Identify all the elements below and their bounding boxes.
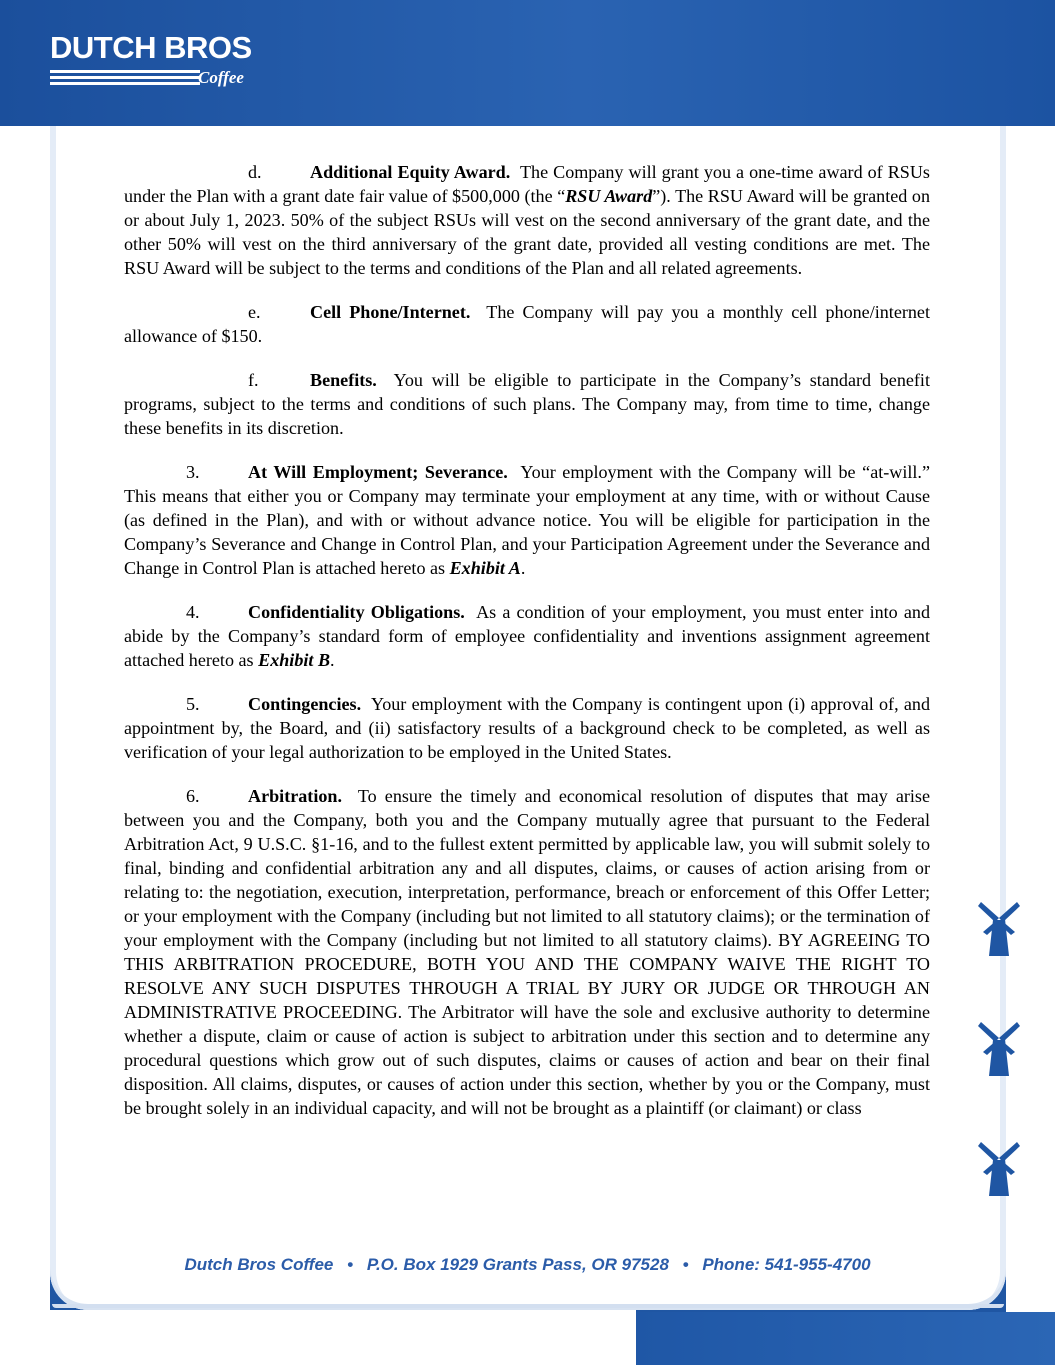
bottom-brand-band (636, 1312, 1055, 1365)
section-emphasis: RSU Award (565, 186, 653, 206)
footer-company: Dutch Bros Coffee (184, 1255, 334, 1274)
footer-separator: • (682, 1255, 689, 1274)
section-heading: Arbitration. (248, 786, 342, 806)
dutch-bros-logo (50, 30, 260, 96)
section-f (124, 368, 930, 440)
section-number: d. (248, 162, 262, 182)
section-number: 4. (186, 602, 200, 622)
section-text: You will be eligible to participate in the Company’s standard benefit programs, subject to the terms and conditions of such plans. The Company may, from time to time, change these benefits in its discretion. (124, 370, 930, 438)
logo-coffee-script: Coffee (198, 68, 244, 87)
windmill-icon (975, 896, 1023, 958)
section-text: Your employment with the Company will be “at-will.” This means that either you or Company may terminate your employment at any time, with or without Cause (as defined in the Plan), and with or without advance notice. You will be eligible for participation in the Company’s Severance and Change in Control Plan, and your Participation Agreement under the Severance and Change in Control Plan is attached hereto as (124, 462, 930, 578)
letter-content (124, 160, 930, 1140)
section-number: 5. (186, 694, 200, 714)
section-text: The Company will pay you a monthly cell phone/internet allowance of $150. (124, 302, 930, 346)
section-text: As a condition of your employment, you must enter into and abide by the Company’s standard form of employee confidentiality and inventions assignment agreement attached hereto as (124, 602, 930, 670)
section-6 (124, 784, 930, 1120)
windmill-icon (975, 1016, 1023, 1078)
section-heading: Confidentiality Obligations. (248, 602, 465, 622)
section-emphasis: Exhibit B (258, 650, 331, 670)
logo-wordmark: DUTCH BROS (50, 30, 252, 65)
section-text-end: . (520, 558, 526, 578)
section-3 (124, 460, 930, 580)
section-text: The Company will grant you a one-time award of RSUs under the Plan with a grant date fair value of $500,000 (the “ (124, 162, 930, 206)
footer-phone: Phone: 541-955-4700 (702, 1255, 871, 1274)
panel-bottom-edge (52, 1304, 1004, 1308)
footer-separator: • (347, 1255, 354, 1274)
section-5 (124, 692, 930, 764)
section-number: 6. (186, 786, 200, 806)
section-heading: Cell Phone/Internet. (310, 302, 471, 322)
section-heading: Benefits. (310, 370, 377, 390)
page-margin-bottom (0, 1310, 636, 1365)
section-text: Your employment with the Company is contingent upon (i) approval of, and appointment by, the Board, and (ii) satisfactory results of a background check to be completed, as well as verification of your legal authorization to be employed in the United States. (124, 694, 930, 762)
section-4 (124, 600, 930, 672)
section-d (124, 160, 930, 280)
section-number: f. (248, 370, 259, 390)
windmill-icon (975, 1136, 1023, 1198)
section-heading: Additional Equity Award. (310, 162, 511, 182)
logo-stripes (50, 70, 200, 88)
section-emphasis: Exhibit A (449, 558, 521, 578)
footer-address: P.O. Box 1929 Grants Pass, OR 97528 (366, 1255, 669, 1274)
section-number: 3. (186, 462, 200, 482)
page-margin-left (0, 126, 50, 1365)
section-e (124, 300, 930, 348)
letter-footer (0, 1255, 1055, 1275)
section-text: To ensure the timely and economical resolution of disputes that may arise between you and the Company, both you and the Company mutually agree that pursuant to the Federal Arbitration Act, 9 U.S.C. §1-16, and to the fullest extent permitted by applicable law, you will submit solely to final, binding and confidential arbitration any and all disputes, claims, or causes of action arising from or relating to: the negotiation, execution, interpretation, performance, breach or enforcement of this Offer Letter; or your employment with the Company (including but not limited to all statutory claims); or the termination of your employment with the Company (including but not limited to all statutory claims). BY AGREEING TO THIS ARBITRATION PROCEDURE, BOTH YOU AND THE COMPANY WAIVE THE RIGHT TO RESOLVE ANY SUCH DISPUTES THROUGH A TRIAL BY JURY OR JUDGE OR THROUGH AN ADMINISTRATIVE PROCEEDING. The Arbitrator will have the sole and exclusive authority to determine whether a dispute, claim or cause of action is subject to arbitration under this section and to determine any procedural questions which grow out of such disputes, claims or causes of action and bear on their final disposition. All claims, disputes, or causes of action under this section, whether by you or the Company, must be brought solely in an individual capacity, and will not be brought as a plaintiff (or claimant) or class (124, 786, 930, 1118)
section-heading: At Will Employment; Severance. (248, 462, 508, 482)
section-number: e. (248, 302, 261, 322)
header-band (0, 0, 1055, 126)
section-heading: Contingencies. (248, 694, 362, 714)
section-text-end: . (330, 650, 335, 670)
section-text-end: ”). The RSU Award will be granted on or about July 1, 2023. 50% of the subject RSUs will vest on the second anniversary of the grant date, and the other 50% will vest on the third anniversary of the grant date, provided all vesting conditions are met. The RSU Award will be subject to the terms and conditions of the Plan and all related agreements. (124, 186, 930, 278)
